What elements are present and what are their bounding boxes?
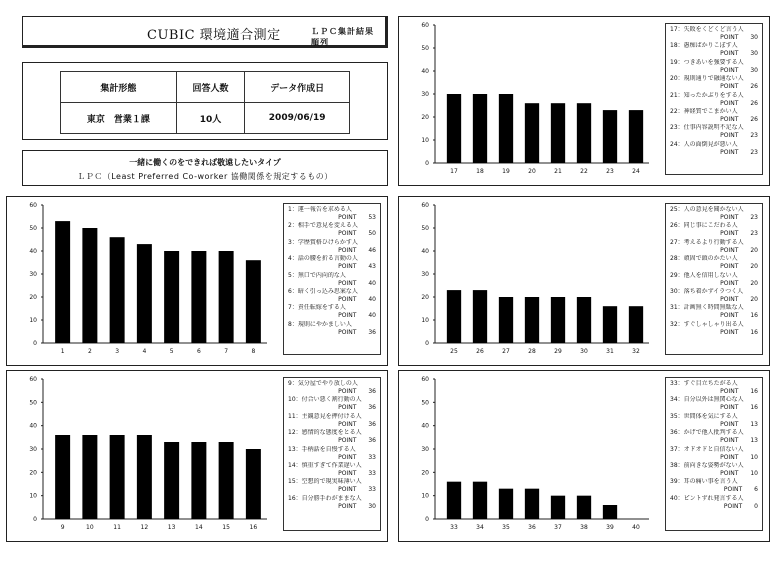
legend-item-label: 35：世間体を気にする人 — [670, 412, 738, 420]
legend-item-point: POINT 16 — [720, 404, 758, 412]
bar-12 — [137, 435, 152, 519]
y-tick-label: 20 — [421, 114, 429, 121]
legend-item-point: POINT 13 — [720, 437, 758, 445]
x-tick-label: 36 — [528, 524, 536, 531]
x-tick-label: 31 — [606, 348, 614, 355]
y-tick-label: 40 — [421, 422, 429, 430]
legend-item — [670, 124, 758, 140]
legend-item — [670, 272, 758, 288]
header-cell-aggregation: 集計形態 — [61, 72, 177, 103]
legend-item-point: POINT 53 — [338, 214, 376, 222]
bar-11 — [110, 435, 125, 519]
chart-panel-25-32 — [398, 196, 770, 366]
y-tick-label: 50 — [29, 399, 37, 407]
y-tick-label: 10 — [421, 317, 429, 324]
x-tick-label: 40 — [632, 524, 640, 531]
legend-item-label: 36：かげで他人批判する人 — [670, 429, 744, 437]
legend-item-label: 23：仕事内容説明不足な人 — [670, 124, 744, 132]
x-tick-label: 8 — [251, 348, 256, 355]
legend-item-point: POINT 36 — [338, 420, 376, 428]
legend-item-point: POINT 36 — [338, 404, 376, 412]
bar-19 — [499, 94, 513, 163]
y-tick-label: 30 — [421, 271, 429, 278]
y-tick-label: 0 — [425, 516, 429, 523]
legend-item-label: 21：知ったかぶりをする人 — [670, 91, 744, 99]
y-tick-label: 50 — [421, 225, 429, 232]
legend-item — [288, 288, 376, 304]
legend-item-label: 13：手柄話を自慢する人 — [288, 445, 356, 453]
chart-legend — [283, 203, 381, 355]
x-tick-label: 28 — [528, 348, 536, 355]
legend-item — [670, 92, 758, 108]
legend-item-label: 6：暗く引っ込み思案な人 — [288, 287, 358, 295]
legend-item-label: 3：学歴賞格ひけらかす人 — [288, 238, 358, 246]
legend-item — [670, 141, 758, 157]
legend-item — [670, 206, 758, 222]
bar-27 — [499, 297, 513, 343]
y-tick-label: 40 — [421, 68, 429, 75]
legend-item-point: POINT 36 — [338, 437, 376, 445]
legend-item — [670, 222, 758, 238]
y-tick-label: 0 — [33, 340, 37, 347]
legend-item — [288, 429, 376, 445]
y-tick-label: 30 — [421, 446, 429, 453]
chart-legend — [665, 203, 763, 355]
x-tick-label: 29 — [554, 348, 562, 355]
legend-item-label: 30：落ち着かずイラつく人 — [670, 287, 744, 295]
x-tick-label: 22 — [580, 168, 588, 175]
x-tick-label: 11 — [113, 524, 121, 531]
y-tick-label: 30 — [421, 91, 429, 98]
summary-table — [60, 71, 350, 134]
x-tick-label: 33 — [450, 524, 458, 531]
bar-9 — [55, 435, 70, 519]
legend-item-point: POINT 33 — [338, 486, 376, 494]
header-cell-date: データ作成日 — [245, 72, 350, 103]
chart-panel-9-16 — [6, 370, 388, 542]
bar-17 — [447, 94, 461, 163]
report-title: CUBIC 環境適合測定 — [147, 28, 281, 43]
legend-item-point: POINT 36 — [338, 388, 376, 396]
legend-item — [288, 255, 376, 271]
bar-18 — [473, 94, 487, 163]
y-tick-label: 30 — [29, 271, 37, 278]
legend-item-point: POINT 30 — [720, 50, 758, 58]
y-tick-label: 40 — [29, 248, 37, 255]
bar-21 — [551, 103, 565, 163]
bar-15 — [219, 442, 234, 519]
legend-item — [288, 380, 376, 396]
legend-item — [670, 239, 758, 255]
legend-item-point: POINT 30 — [720, 66, 758, 74]
legend-item — [670, 478, 758, 494]
legend-item-label: 25：人の意見を聞かない人 — [670, 206, 744, 213]
y-tick-label: 60 — [421, 22, 429, 29]
bar-25 — [447, 290, 461, 343]
bar-26 — [473, 290, 487, 343]
legend-item-label: 4：話の腰を折る言動の人 — [288, 255, 358, 263]
legend-item — [288, 396, 376, 412]
legend-item-label: 32：すぐしゃしゃり出る人 — [670, 320, 744, 328]
legend-item-point: POINT 33 — [338, 470, 376, 478]
y-tick-label: 60 — [29, 376, 37, 383]
legend-item — [670, 321, 758, 337]
bar-chart-4 — [399, 197, 657, 361]
legend-item-label: 18：愚痴ばかりこぼす人 — [670, 42, 738, 50]
legend-item-point: POINT 20 — [720, 263, 758, 271]
legend-item-point: POINT 10 — [720, 470, 758, 478]
x-tick-label: 1 — [60, 348, 65, 355]
x-tick-label: 14 — [195, 524, 203, 531]
y-tick-label: 10 — [421, 137, 429, 144]
legend-item-label: 10：付合い悪く割行動の人 — [288, 396, 362, 404]
legend-item-point: POINT 40 — [338, 312, 376, 320]
bar-7 — [219, 251, 234, 343]
x-tick-label: 21 — [554, 168, 562, 175]
type-description-line1: 一緒に働くのをできれば敬遠したいタイプ — [129, 158, 281, 167]
x-tick-label: 15 — [222, 524, 230, 531]
bar-chart-5 — [399, 371, 657, 537]
legend-item-label: 1：運一報告を求める人 — [288, 206, 352, 213]
x-tick-label: 26 — [476, 348, 484, 355]
report-title-box — [22, 16, 388, 48]
x-tick-label: 23 — [606, 168, 614, 175]
legend-item-point: POINT 23 — [720, 230, 758, 238]
legend-item-point: POINT 20 — [720, 279, 758, 287]
legend-item — [288, 321, 376, 337]
x-tick-label: 16 — [249, 524, 258, 531]
bar-36 — [525, 489, 539, 519]
x-tick-label: 32 — [632, 348, 640, 355]
summary-header-row — [61, 72, 350, 103]
legend-item-point: POINT 23 — [720, 214, 758, 222]
y-tick-label: 20 — [421, 294, 429, 301]
legend-item-label: 20：規則通りで融通ない人 — [670, 75, 744, 83]
legend-item — [670, 304, 758, 320]
legend-item-label: 40：ピントずれ発言する人 — [670, 494, 744, 502]
bar-32 — [629, 306, 643, 343]
bar-5 — [164, 251, 179, 343]
y-tick-label: 0 — [425, 160, 429, 167]
legend-item-point: POINT 0 — [723, 502, 758, 510]
legend-item-label: 14：慎重すぎて作業遅い人 — [288, 461, 362, 469]
legend-item-label: 17：失敗をくどくど言う人 — [670, 26, 744, 33]
bar-2 — [82, 228, 97, 343]
legend-item-point: POINT 40 — [338, 296, 376, 304]
y-tick-label: 0 — [33, 516, 37, 523]
y-tick-label: 30 — [29, 446, 37, 453]
legend-item — [288, 478, 376, 494]
legend-item-point: POINT 50 — [338, 230, 376, 238]
legend-item-label: 26：同じ事にこだわる人 — [670, 222, 738, 230]
bar-1 — [55, 221, 70, 343]
bar-38 — [577, 496, 591, 519]
legend-item — [670, 59, 758, 75]
bar-chart-1 — [7, 197, 275, 361]
report-subtitle: ＬＰＣ集計結果 順列 — [311, 27, 383, 47]
summary-info-box — [22, 62, 388, 140]
legend-item-point: POINT 30 — [338, 502, 376, 510]
legend-item-label: 16：自分勝手わがままな人 — [288, 494, 362, 502]
x-tick-label: 27 — [502, 348, 510, 355]
bar-33 — [447, 482, 461, 519]
legend-item — [670, 108, 758, 124]
bar-22 — [577, 103, 591, 163]
y-tick-label: 20 — [29, 469, 37, 477]
bar-16 — [246, 449, 261, 519]
legend-item — [288, 222, 376, 238]
x-tick-label: 3 — [115, 348, 120, 355]
x-tick-label: 6 — [196, 348, 201, 355]
legend-item-point: POINT 23 — [720, 148, 758, 156]
x-tick-label: 38 — [580, 524, 588, 531]
legend-item-label: 8：規則にやかましい人 — [288, 320, 352, 328]
legend-item-point: POINT 16 — [720, 312, 758, 320]
bar-29 — [551, 297, 565, 343]
x-tick-label: 30 — [580, 348, 588, 355]
bar-24 — [629, 110, 643, 163]
legend-item-point: POINT 6 — [723, 486, 758, 494]
x-tick-label: 20 — [528, 168, 536, 175]
bar-30 — [577, 297, 591, 343]
bar-31 — [603, 306, 617, 343]
legend-item-label: 37：オドオドと自信ない人 — [670, 445, 744, 453]
legend-item — [670, 380, 758, 396]
y-tick-label: 20 — [421, 469, 429, 477]
chart-legend — [665, 377, 763, 531]
legend-item-label: 9：気分屋でやり放しの人 — [288, 380, 358, 387]
chart-panel-17-24 — [398, 16, 770, 186]
legend-item-point: POINT 26 — [720, 116, 758, 124]
y-tick-label: 10 — [29, 317, 37, 324]
y-tick-label: 50 — [421, 399, 429, 407]
legend-item — [288, 446, 376, 462]
legend-item-point: POINT 30 — [720, 34, 758, 42]
legend-item — [670, 446, 758, 462]
value-cell-respondents: 10人 — [176, 103, 244, 134]
legend-item-point: POINT 40 — [338, 279, 376, 287]
legend-item — [288, 413, 376, 429]
chart-panel-1-8 — [6, 196, 388, 366]
y-tick-label: 40 — [29, 422, 37, 430]
legend-item-point: POINT 36 — [338, 328, 376, 336]
value-cell-date: 2009/06/19 — [245, 103, 350, 134]
chart-panel-33-40 — [398, 370, 770, 542]
bar-37 — [551, 496, 565, 519]
legend-item — [288, 272, 376, 288]
y-tick-label: 10 — [29, 492, 37, 500]
x-tick-label: 9 — [60, 524, 65, 531]
legend-item — [670, 288, 758, 304]
x-tick-label: 35 — [502, 524, 510, 531]
y-tick-label: 40 — [421, 248, 429, 255]
bar-6 — [191, 251, 206, 343]
legend-item-label: 19：つきあいを強要する人 — [670, 58, 744, 66]
x-tick-label: 4 — [142, 348, 147, 355]
legend-item — [670, 495, 758, 511]
legend-item-label: 28：頑固で頭のかたい人 — [670, 255, 738, 263]
legend-item — [670, 413, 758, 429]
legend-item-point: POINT 26 — [720, 83, 758, 91]
bar-20 — [525, 103, 539, 163]
x-tick-label: 25 — [450, 348, 458, 355]
bar-chart-2 — [7, 371, 275, 537]
x-tick-label: 24 — [632, 168, 640, 175]
type-description-box — [22, 150, 388, 186]
legend-item-label: 33：すぐ目立ちたがる人 — [670, 380, 738, 387]
bar-4 — [137, 244, 152, 343]
bar-chart-3 — [399, 17, 657, 181]
x-tick-label: 5 — [169, 348, 174, 355]
legend-item-label: 7：責任転嫁をする人 — [288, 304, 346, 312]
y-tick-label: 0 — [425, 340, 429, 347]
legend-item-point: POINT 23 — [720, 132, 758, 140]
y-tick-label: 50 — [421, 45, 429, 52]
y-tick-label: 60 — [421, 376, 429, 383]
legend-item-label: 39：耳の痛い事を言う人 — [670, 478, 738, 486]
legend-item-label: 27：考えるより行動する人 — [670, 238, 744, 246]
legend-item-point: POINT 13 — [720, 420, 758, 428]
x-tick-label: 2 — [87, 348, 92, 355]
legend-item — [288, 304, 376, 320]
legend-item — [670, 26, 758, 42]
bar-34 — [473, 482, 487, 519]
x-tick-label: 39 — [606, 524, 614, 531]
x-tick-label: 19 — [502, 168, 510, 175]
legend-item-point: POINT 46 — [338, 246, 376, 254]
legend-item-label: 29：他人を信用しない人 — [670, 271, 738, 279]
legend-item-label: 11：主観意見を押付ける人 — [288, 412, 362, 420]
legend-item-point: POINT 10 — [720, 453, 758, 461]
y-tick-label: 60 — [421, 202, 429, 209]
bar-39 — [603, 505, 617, 519]
legend-item-label: 22：神経質でこまかい人 — [670, 107, 738, 115]
legend-item-label: 34：自分以外は無関心な人 — [670, 396, 744, 404]
type-description-line2: ＬＰＣ（Least Preferred Co-worker 協働関係を規定するもの） — [77, 172, 333, 181]
legend-item-label: 12：感情的な態度をとる人 — [288, 429, 362, 437]
value-cell-aggregation: 東京 営業１課 — [61, 103, 177, 134]
legend-item — [670, 429, 758, 445]
legend-item — [670, 42, 758, 58]
x-tick-label: 17 — [450, 168, 458, 175]
legend-item — [288, 495, 376, 511]
legend-item-point: POINT 33 — [338, 453, 376, 461]
legend-item — [670, 255, 758, 271]
bar-10 — [82, 435, 97, 519]
bar-35 — [499, 489, 513, 519]
x-tick-label: 13 — [167, 524, 176, 531]
legend-item-point: POINT 20 — [720, 296, 758, 304]
legend-item-label: 38：前向きな姿勢がない人 — [670, 461, 744, 469]
bar-8 — [246, 260, 261, 343]
chart-legend — [283, 377, 381, 531]
legend-item-point: POINT 20 — [720, 246, 758, 254]
legend-item-point: POINT 16 — [720, 328, 758, 336]
legend-item-point: POINT 43 — [338, 263, 376, 271]
bar-3 — [110, 237, 125, 343]
chart-legend — [665, 23, 763, 175]
legend-item-label: 31：計画無く時間無駄な人 — [670, 304, 744, 312]
legend-item — [288, 206, 376, 222]
x-tick-label: 12 — [140, 524, 149, 531]
bar-14 — [191, 442, 206, 519]
legend-item — [670, 396, 758, 412]
legend-item — [670, 462, 758, 478]
legend-item-point: POINT 16 — [720, 388, 758, 396]
legend-item-label: 15：空想的で現実味薄い人 — [288, 478, 362, 486]
y-tick-label: 60 — [29, 202, 37, 209]
legend-item-label: 2：相手で意見を変える人 — [288, 222, 358, 230]
y-tick-label: 20 — [29, 294, 37, 301]
y-tick-label: 10 — [421, 492, 429, 500]
legend-item — [288, 462, 376, 478]
x-tick-label: 18 — [476, 168, 484, 175]
x-tick-label: 37 — [554, 524, 562, 531]
legend-item-label: 5：無口で内向的な人 — [288, 271, 346, 279]
y-tick-label: 50 — [29, 225, 37, 232]
legend-item — [670, 75, 758, 91]
legend-item-point: POINT 26 — [720, 99, 758, 107]
legend-item-label: 24：人の面倒見が悪い人 — [670, 140, 738, 148]
bar-28 — [525, 297, 539, 343]
bar-13 — [164, 442, 179, 519]
legend-item — [288, 239, 376, 255]
summary-value-row — [61, 103, 350, 134]
x-tick-label: 34 — [476, 524, 484, 531]
bar-23 — [603, 110, 617, 163]
header-cell-respondents: 回答人数 — [176, 72, 244, 103]
x-tick-label: 10 — [86, 524, 94, 531]
x-tick-label: 7 — [224, 348, 229, 355]
